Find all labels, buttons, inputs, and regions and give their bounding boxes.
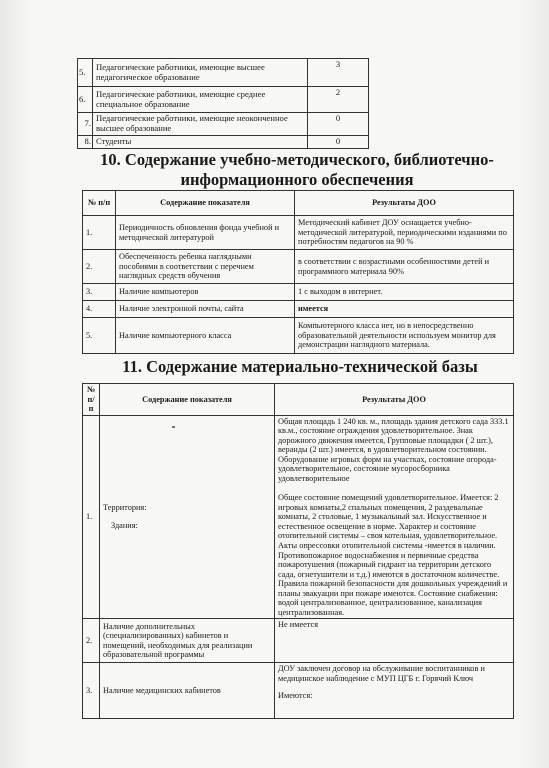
row-indicator: Периодичность обновления фонда учебной и методической литературой bbox=[116, 216, 295, 250]
table-row bbox=[83, 318, 514, 354]
staff-table bbox=[77, 58, 369, 149]
medical-contract-text: ДОУ заключен договор на обслуживание воспитанников и медицинское наблюдение с МУП ЦГБ г. Горячий Ключ bbox=[278, 664, 485, 683]
row-indicator bbox=[100, 415, 275, 619]
material-base-table bbox=[82, 383, 514, 719]
row-label: Педагогические работники, имеющие высшее педагогическое образование bbox=[93, 59, 308, 87]
row-count: 3 bbox=[308, 59, 369, 87]
row-count: 2 bbox=[308, 87, 369, 113]
header-indicator: Содержание показателя bbox=[100, 384, 275, 416]
row-number: 5. bbox=[83, 318, 116, 354]
row-indicator: Наличие компьютеров bbox=[116, 284, 295, 301]
table-row bbox=[78, 113, 369, 136]
header-indicator: Содержание показателя bbox=[116, 191, 295, 216]
buildings-text: Общее состояние помещений удовлетворительное. Имеется: 2 игровых комнаты,2 спальных помещения, 2 раздевальные комнаты, 2 столовые, 1 музыкальный зал. Искусственное и естественное освещение в норме. Характер и состояние отопительной системы – своя котельная, удовлетворительное. Акты опрессовки отопительной системы -имеется в наличии. Противопожарное водоснабжения и первичные средства пожаротушения (пожарный гидрант на территории детского сада, огнетушители и т.д.) имеются в достаточном количестве. Правила пожарной безопасности для дошкольных учреждений и планы эвакуации при пожаре имеются. Состояние снабжения: водой централизованное, централизованное, канализация централизованная. bbox=[278, 493, 508, 617]
header-num: № п/ п bbox=[83, 384, 100, 416]
row-number: 4. bbox=[83, 301, 116, 318]
row-number: 6. bbox=[78, 87, 93, 113]
table-row bbox=[83, 250, 514, 284]
territory-label: Территория: bbox=[103, 503, 147, 513]
section-10-title: 10. Содержание учебно-методического, библиотечно-информационного обеспечения bbox=[100, 150, 494, 189]
row-result: в соответствии с возрастными особенностями детей и программного материала 90% bbox=[295, 250, 514, 284]
row-result: Компьютерного класса нет, но в непосредственно образовательной деятельности используем монитор для демонстрации наглядного материала. bbox=[295, 318, 514, 354]
row-label: Педагогические работники, имеющие среднее специальное образование bbox=[93, 87, 308, 113]
row-label: Студенты bbox=[93, 135, 308, 148]
row-number: 2. bbox=[83, 619, 100, 663]
row-result: Не имеется bbox=[275, 619, 514, 663]
row-count: 0 bbox=[308, 135, 369, 148]
buildings-label: Здания: bbox=[111, 520, 138, 530]
row-number: 7. bbox=[78, 113, 93, 136]
methodical-support-table bbox=[82, 190, 514, 354]
row-number: 1. bbox=[83, 415, 100, 619]
table-row bbox=[78, 87, 369, 113]
row-result bbox=[275, 415, 514, 619]
territory-text: Общая площадь 1 240 кв. м., площадь здания детского сада 333.1 кв.м., состояние ограждения удовлетворительное. Знак дорожного движения имеется, Групповые площадки ( 2 шт.), веранды (2 шт.) имеется, в удовлетворительном состоянии. Оборудование игровых форм на участках, состояние огорода-удовлетворительное, состояние мусоросборника удовлетворительное bbox=[278, 416, 509, 483]
medical-available-text: Имеются: bbox=[278, 691, 313, 701]
row-indicator: Наличие электронной почты, сайта bbox=[116, 301, 295, 318]
row-count: 0 bbox=[308, 113, 369, 136]
row-result: 1 с выходом в интернет. bbox=[295, 284, 514, 301]
row-number: 5. bbox=[78, 59, 93, 87]
table-row bbox=[83, 216, 514, 250]
table-row bbox=[83, 301, 514, 318]
row-number: 1. bbox=[83, 216, 116, 250]
row-result: имеется bbox=[295, 301, 514, 318]
row-number: 3. bbox=[83, 284, 116, 301]
row-number: 3. bbox=[83, 663, 100, 719]
row-indicator: Наличие медицинских кабинетов bbox=[100, 663, 275, 719]
table-row bbox=[83, 415, 514, 619]
header-results: Результаты ДОО bbox=[295, 191, 514, 216]
header-results: Результаты ДОО bbox=[275, 384, 514, 416]
scan-speck bbox=[172, 426, 175, 428]
table-row bbox=[83, 619, 514, 663]
row-indicator: Обеспеченность ребенка наглядными пособиями в соответствии с перечнем наглядных средств обучения bbox=[116, 250, 295, 284]
table-row bbox=[83, 284, 514, 301]
row-number: 8. bbox=[78, 135, 93, 148]
row-result bbox=[275, 663, 514, 719]
table-header-row bbox=[83, 384, 514, 416]
table-header-row bbox=[83, 191, 514, 216]
table-row bbox=[78, 59, 369, 87]
row-result: Методический кабинет ДОУ оснащается учебно-методической литературой, периодическими изданиями по потребностям педагогов на 90 % bbox=[295, 216, 514, 250]
table-row bbox=[78, 135, 369, 148]
row-number: 2. bbox=[83, 250, 116, 284]
header-num: № п/п bbox=[83, 191, 116, 216]
row-indicator: Наличие дополнительных (специализированных) кабинетов и помещений, необходимых для реализации образовательной программы bbox=[100, 619, 275, 663]
row-indicator: Наличие компьютерного класса bbox=[116, 318, 295, 354]
table-row bbox=[83, 663, 514, 719]
row-label: Педагогические работники, имеющие неоконченное высшее образование bbox=[93, 113, 308, 136]
section-11-title: 11. Содержание материально-технической базы bbox=[122, 357, 478, 376]
